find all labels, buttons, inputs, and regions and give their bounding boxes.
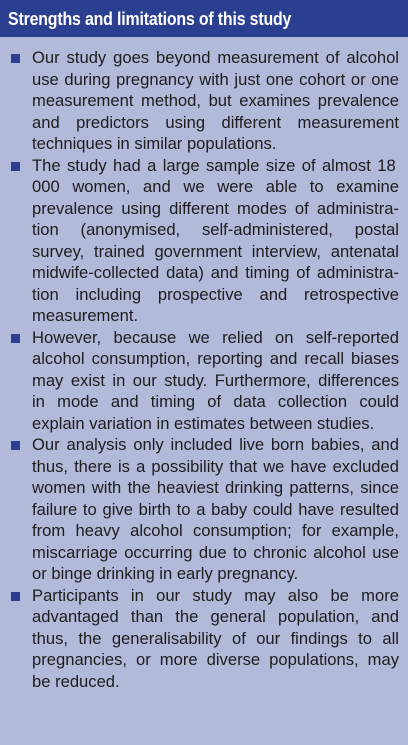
- square-bullet-icon: [11, 334, 20, 343]
- list-item: [11, 585, 399, 693]
- list-item-text: The study had a large sample size of almost 18 000 women, and we were able to examine prevalence using different modes of administration (anonymised, self-administered, postal survey, trained government interview, antenatal midwife-collected data) and timing of administration including prospective and retrospective measurement.: [32, 155, 399, 325]
- list-item-text: However, because we relied on self-reported alcohol consumption, reporting and recall biases may exist in our study. Furthermore, differences in mode and timing of data collection could explain variation in estimates between studies.: [32, 327, 399, 433]
- list-item: [11, 155, 399, 327]
- list-item-text: Our analysis only included live born babies, and thus, there is a possibility that we have excluded women with the heaviest drinking patterns, since failure to give birth to a baby could have resulted from heavy alcohol consumption; for example, miscarriage occurring due to chronic alcohol use or binge drinking in early pregnancy.: [32, 435, 399, 583]
- square-bullet-icon: [11, 441, 20, 450]
- list-item: [11, 434, 399, 585]
- square-bullet-icon: [11, 592, 20, 601]
- list-item: [11, 47, 399, 155]
- box-title: Strengths and limitations of this study: [8, 7, 292, 29]
- list-item-text: Participants in our study may also be more advantaged than the general population, and thus, the generalisability of our findings to all pregnancies, or more diverse populations, may be reduced.: [32, 585, 399, 691]
- list-item: [11, 327, 399, 435]
- list-item-text: Our study goes beyond measurement of alcohol use during pregnancy with just one cohort or one measurement method, but examines prevalence and predictors using different measurement techniques in similar populations.: [32, 48, 399, 153]
- box-header: [0, 0, 408, 37]
- square-bullet-icon: [11, 162, 20, 171]
- square-bullet-icon: [11, 54, 20, 63]
- bullet-list: [0, 37, 408, 692]
